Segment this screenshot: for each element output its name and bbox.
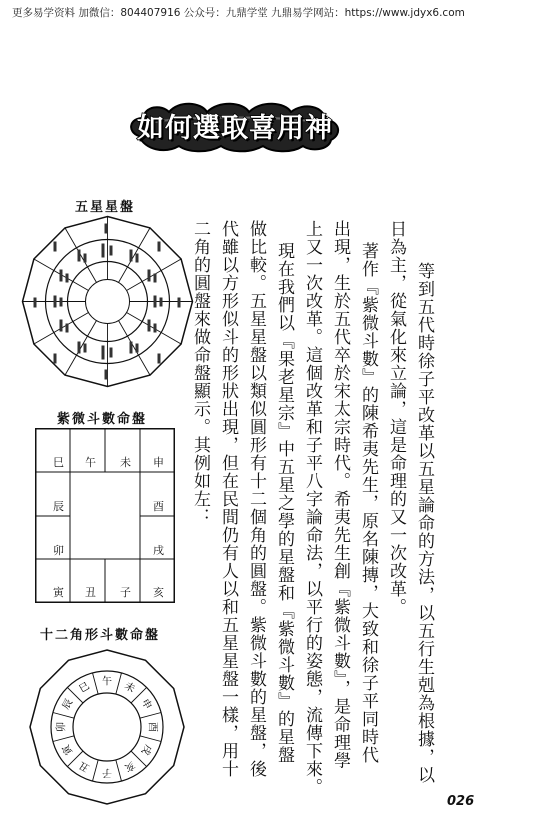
dodeca-spoke [93, 673, 99, 694]
dodeca-branch-label: 戌 [138, 742, 154, 757]
dodeca-branch-label: 丑 [77, 758, 92, 774]
branch-shen: 申 [153, 456, 164, 469]
dodeca-spoke [140, 713, 161, 719]
wuxing-chart-label: 五星星盤 [75, 200, 136, 215]
dodeca-branch-label: 午 [102, 676, 112, 688]
branch-wei: 未 [120, 456, 131, 469]
dodeca-branch-label: 未 [122, 680, 137, 696]
body-column-8: 代雖以方形似斗的形狀出現，但在民間仍有人以和五星星盤一樣，用十 [218, 220, 238, 778]
dodeca-spoke [93, 760, 99, 781]
ziwei-square-chart [35, 428, 175, 603]
branch-you: 酉 [153, 500, 164, 513]
body-column-1: 等到五代時徐子平改革以五星論命的方法，以五行生剋為根據，以 [414, 262, 434, 784]
dodeca-chart-label: 十二角形斗數命盤 [40, 628, 161, 643]
branch-hai: 亥 [153, 586, 164, 599]
body-column-4: 出現，生於五代卒於宋太宗時代。希夷先生創『紫微斗數』，是命理學 [330, 220, 350, 770]
branch-si: 巳 [53, 456, 64, 469]
page-header: 更多易学资料 加微信：804407916 公众号：九鼎学堂 九鼎易学网站：https://www.jdyx6.com [12, 7, 465, 19]
branch-xu: 戌 [153, 544, 164, 557]
body-column-2: 日為主，從氣化來立論，這是命理的又一次改革。 [386, 220, 406, 616]
branch-zi: 子 [120, 586, 131, 599]
body-column-5: 上又一次改革。這個改革和子平八字論命法，以平行的姿態，流傳下來。 [302, 220, 322, 796]
dodeca-spoke [116, 673, 122, 694]
dodeca-branch-label: 寅 [60, 742, 76, 757]
branch-yin: 寅 [53, 586, 64, 599]
branch-chen: 辰 [53, 500, 64, 513]
dodeca-branch-label: 辰 [60, 697, 76, 712]
dodeca-spoke [53, 713, 74, 719]
body-column-6: 現在我們以『果老星宗』中五星之學的星盤和『紫微斗數』的星盤 [274, 242, 294, 764]
dodeca-branch-label: 巳 [77, 680, 92, 696]
body-column-3: 著作『紫微斗數』的陳希夷先生，原名陳摶，大致和徐子平同時代 [358, 242, 378, 764]
dodeca-branch-label: 子 [102, 766, 112, 778]
body-column-7: 做比較。五星星盤以類似圓形有十二個角的圓盤。紫微斗數的星盤，後 [246, 220, 266, 778]
dodeca-branch-label: 申 [138, 697, 154, 712]
chapter-title: 如何選取喜用神 [137, 112, 333, 144]
dodeca-branch-label: 亥 [122, 758, 137, 774]
dodeca-spoke [116, 760, 122, 781]
dodeca-spoke [140, 736, 161, 742]
branch-mao: 卯 [53, 544, 64, 557]
body-column-9: 二角的圓盤來做命盤顯示。其例如左： [190, 220, 210, 526]
dodeca-spoke [53, 736, 74, 742]
title-banner [125, 96, 345, 154]
page-number: 026 [447, 794, 475, 809]
branch-chou: 丑 [85, 586, 96, 599]
dodeca-branch-label: 卯 [56, 722, 68, 732]
dodeca-branch-label: 酉 [146, 722, 158, 732]
branch-wu: 午 [85, 456, 96, 469]
dodeca-chart [28, 648, 186, 806]
ziwei-chart-label: 紫微斗數命盤 [57, 412, 148, 427]
wuxing-star-chart [20, 214, 195, 389]
